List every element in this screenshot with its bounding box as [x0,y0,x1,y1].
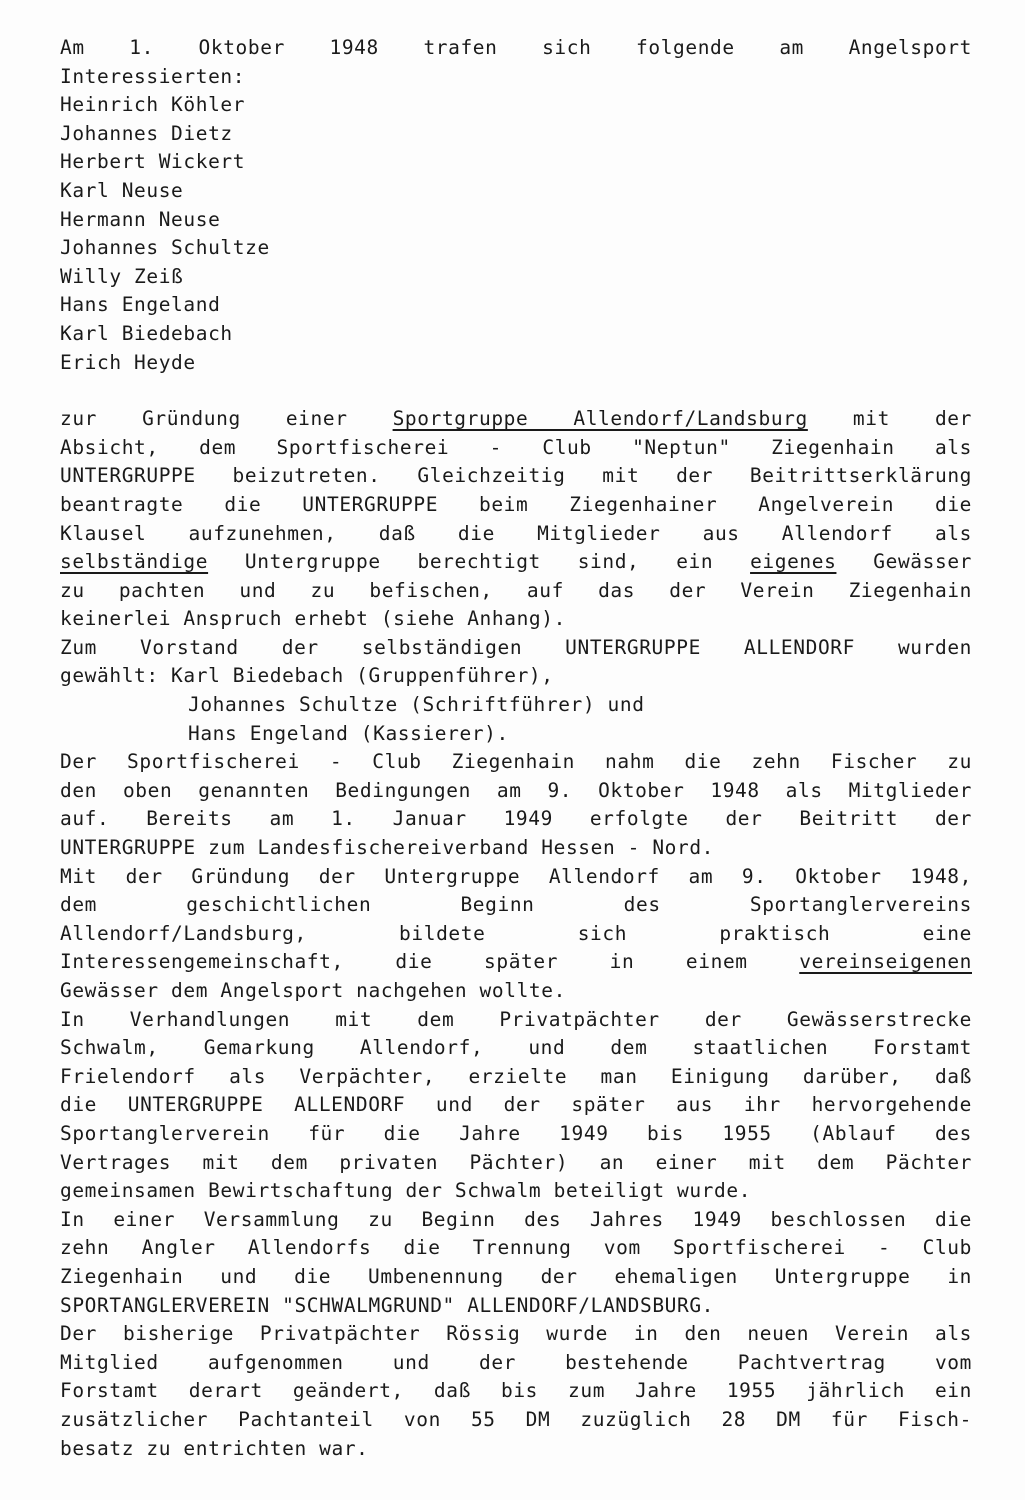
text-line: den oben genannten Bedingungen am 9. Oktober 1948 als Mitglieder [60,778,972,802]
text-line: Der Sportfischerei - Club Ziegenhain nahm die zehn Fischer zu [60,750,972,774]
text-line: Vertrages mit dem privaten Pächter) an einer mit dem Pächter [60,1150,972,1174]
underlined-word: vereinseigenen [799,950,972,974]
text-line: gemeinsamen Bewirtschaftung der Schwalm beteiligt wurde. [60,1179,752,1203]
paragraph-community [60,863,972,1006]
paragraph-gap [60,377,972,405]
text-line: Der bisherige Privatpächter Rössig wurde in den neuen Verein als [60,1322,972,1346]
text-line: Frielendorf als Verpächter, erzielte man Einigung darüber, daß [60,1064,972,1088]
text-line: Johannes Schultze (Schriftführer) und [188,693,645,717]
text-line: die UNTERGRUPPE ALLENDORF und der später aus ihr hervorgehende [60,1093,972,1117]
text-line: Schwalm, Gemarkung Allendorf, und dem staatlichen Forstamt [60,1036,972,1060]
text-line: keinerlei Anspruch erhebt (siehe Anhang). [60,607,566,631]
participant-list [60,91,972,377]
underlined-word: eigenes [750,550,837,574]
underlined-word: selbständige [60,550,209,574]
text-line: In Verhandlungen mit dem Privatpächter der Gewässerstrecke [60,1007,972,1031]
intro-line: Interessierten: [60,64,246,88]
text-line: Gewässer dem Angelsport nachgehen wollte. [60,979,566,1002]
participant-name: Karl Neuse [60,178,184,202]
participant-name: Willy Zeiß [60,264,184,288]
participant-name: Karl Biedebach [60,321,233,345]
text-line: Mit der Gründung der Untergruppe Allendorf am 9. Oktober 1948, [60,864,972,888]
paragraph-board [60,634,972,748]
text-line: Ziegenhain und die Umbenennung der ehemaligen Untergruppe in [60,1264,972,1288]
text-line: zu pachten und zu befischen, auf das der Verein Ziegenhain [60,578,972,602]
text-line: beantragte die UNTERGRUPPE beim Ziegenhainer Angelverein die [60,492,972,516]
paragraph-membership [60,748,972,862]
paragraph-negotiations [60,1006,972,1206]
text-line: Zum Vorstand der selbständigen UNTERGRUPPE ALLENDORF wurden [60,635,972,659]
participant-name: Heinrich Köhler [60,93,246,117]
text-line: Interessengemeinschaft, die später in einem vereinseigenen [60,950,972,974]
text-line: besatz zu entrichten war. [60,1436,369,1460]
text-line: selbständige Untergruppe berechtigt sind, ein eigenes Gewässer [60,550,972,574]
participant-name: Hermann Neuse [60,207,221,231]
participant-name: Herbert Wickert [60,150,246,174]
participant-name: Johannes Dietz [60,121,233,145]
paragraph-separation [60,1206,972,1320]
text-line: In einer Versammlung zu Beginn des Jahres 1949 beschlossen die [60,1207,972,1231]
intro-line: Am 1. Oktober 1948 trafen sich folgende am Angelsport [60,36,972,59]
document-body [60,34,972,1463]
text-line: Allendorf/Landsburg, bildete sich praktisch eine [60,921,972,945]
text-line: Forstamt derart geändert, daß bis zum Jahre 1955 jährlich ein [60,1379,972,1403]
text-line: auf. Bereits am 1. Januar 1949 erfolgte der Beitritt der [60,807,972,831]
text-line: Klausel aufzunehmen, daß die Mitglieder aus Allendorf als [60,521,972,545]
participant-name: Hans Engeland [60,293,221,317]
paragraph-lease [60,1320,972,1463]
text-line: gewählt: Karl Biedebach (Gruppenführer), [60,664,554,688]
text-line: UNTERGRUPPE beizutreten. Gleichzeitig mit der Beitrittserklärung [60,464,972,488]
text-line: SPORTANGLERVEREIN "SCHWALMGRUND" ALLENDORF/LANDSBURG. [60,1293,715,1317]
participant-name: Johannes Schultze [60,236,270,260]
text-line: zusätzlicher Pachtanteil von 55 DM zuzüglich 28 DM für Fisch- [60,1407,972,1431]
text-line: zehn Angler Allendorfs die Trennung vom Sportfischerei - Club [60,1236,972,1260]
text-line: Sportanglerverein für die Jahre 1949 bis 1955 (Ablauf des [60,1121,972,1145]
text-line: Hans Engeland (Kassierer). [188,721,509,745]
text-line: zur Gründung einer Sportgruppe Allendorf/Landsburg mit der [60,407,972,431]
participant-name: Erich Heyde [60,350,196,374]
underlined-group-name: Sportgruppe Allendorf/Landsburg [392,407,808,431]
paragraph-founding [60,405,972,634]
text-line: Mitglied aufgenommen und der bestehende Pachtvertrag vom [60,1350,972,1374]
text-line: dem geschichtlichen Beginn des Sportanglervereins [60,893,972,917]
text-line: Absicht, dem Sportfischerei - Club "Neptun" Ziegenhain als [60,435,972,459]
text-line: UNTERGRUPPE zum Landesfischereiverband Hessen - Nord. [60,836,715,860]
